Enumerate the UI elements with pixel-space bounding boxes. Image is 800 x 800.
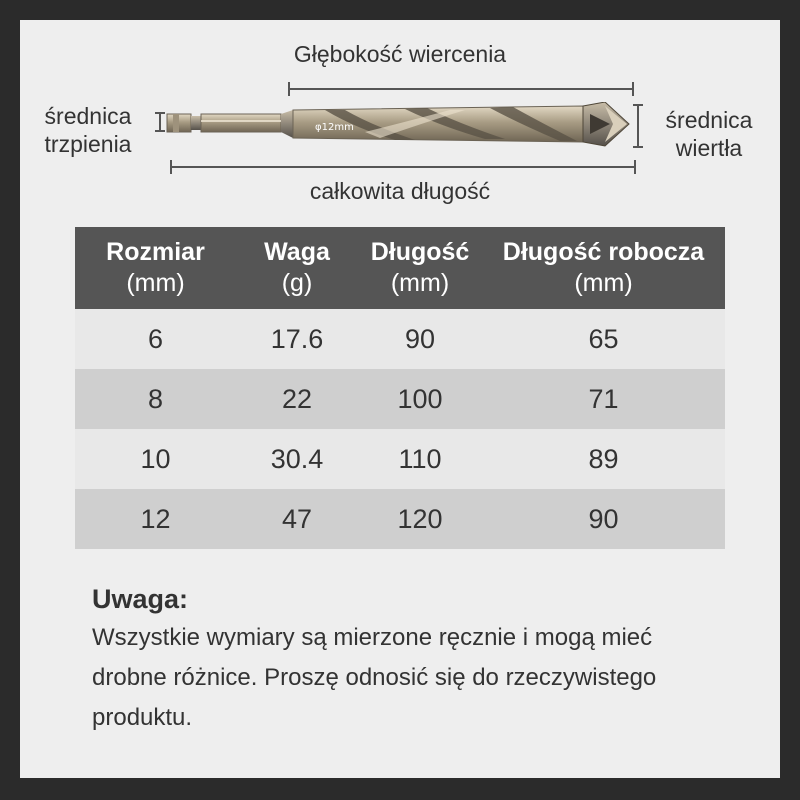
note-title: Uwaga: — [92, 584, 189, 614]
drill-bit-illustration — [165, 102, 635, 170]
total-length-label: całkowita długość — [309, 178, 491, 204]
table-header-row — [75, 227, 725, 309]
header-weight: Waga (g) — [236, 227, 358, 309]
cell-size: 12 — [75, 489, 236, 549]
table-row — [75, 309, 725, 369]
specs-table — [75, 227, 725, 549]
cell-size: 8 — [75, 369, 236, 429]
table-row — [75, 489, 725, 549]
note-body: Wszystkie wymiary są mierzone ręcznie i mogą mieć drobne różnice. Proszę odnosić się do rzeczywistego produktu. — [92, 624, 657, 731]
header-length: Długość (mm) — [358, 227, 482, 309]
cell-length: 110 — [358, 429, 482, 489]
table-row — [75, 429, 725, 489]
cell-length: 90 — [358, 309, 482, 369]
cell-size: 6 — [75, 309, 236, 369]
cell-weight: 22 — [236, 369, 358, 429]
drilling-depth-line — [288, 88, 634, 90]
cell-weight: 17.6 — [236, 309, 358, 369]
spec-panel — [20, 20, 780, 778]
cell-working-length: 65 — [482, 309, 725, 369]
total-length-line — [170, 166, 636, 168]
note-section — [92, 580, 732, 738]
bit-marking-text: φ12mm — [315, 122, 354, 133]
cell-length: 100 — [358, 369, 482, 429]
cell-working-length: 90 — [482, 489, 725, 549]
cell-weight: 30.4 — [236, 429, 358, 489]
cell-length: 120 — [358, 489, 482, 549]
bit-diameter-label: średnica wiertła — [665, 107, 753, 161]
cell-size: 10 — [75, 429, 236, 489]
cell-working-length: 89 — [482, 429, 725, 489]
drilling-depth-label: Głębokość wiercenia — [293, 41, 507, 67]
shank-diameter-marker — [159, 113, 161, 131]
table-row — [75, 369, 725, 429]
header-size: Rozmiar (mm) — [75, 227, 236, 309]
cell-working-length: 71 — [482, 369, 725, 429]
bit-diameter-marker — [637, 104, 639, 148]
shank-diameter-label: średnica trzpienia — [44, 103, 132, 157]
cell-weight: 47 — [236, 489, 358, 549]
header-working-length: Długość robocza (mm) — [482, 227, 725, 309]
